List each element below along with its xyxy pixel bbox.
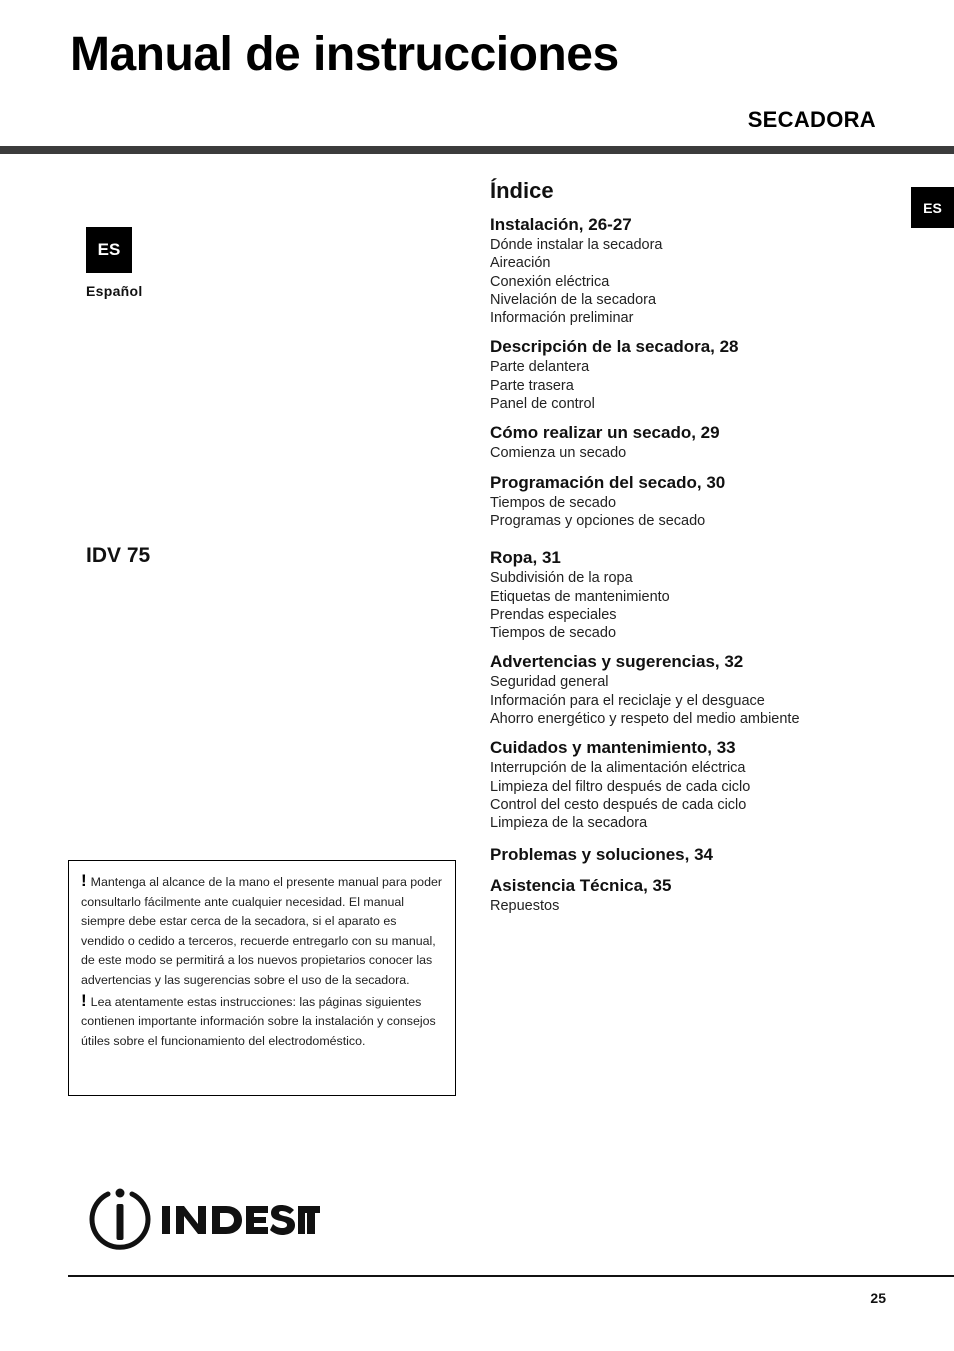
toc-section-title: Asistencia Técnica, 35 [490, 875, 672, 895]
toc-entry: Subdivisión de la ropa [490, 570, 633, 587]
footer-divider [68, 1275, 954, 1277]
toc-section [490, 651, 890, 728]
language-badge: ES [86, 227, 132, 273]
notice-paragraph [81, 991, 443, 1052]
toc-entry: Seguridad general [490, 674, 609, 691]
toc-entry: Programas y opciones de secado [490, 512, 706, 529]
toc-entry: Aireación [490, 255, 551, 272]
toc-section [490, 472, 890, 531]
notice-paragraph [81, 871, 443, 991]
toc-section-title: Problemas y soluciones, 34 [490, 844, 713, 864]
toc-entry: Dónde instalar la secadora [490, 237, 663, 253]
notice-box [68, 860, 456, 1096]
toc-entry: Comienza un secado [490, 445, 627, 462]
toc-entry: Tiempos de secado [490, 494, 617, 511]
toc-entry: Ahorro energético y respeto del medio ambiente [490, 711, 800, 728]
toc-section-title: Cuidados y mantenimiento, 33 [490, 738, 736, 758]
toc-entry: Etiquetas de mantenimiento [490, 588, 670, 605]
toc-entry: Repuestos [490, 897, 560, 914]
toc-entry: Información preliminar [490, 310, 634, 327]
toc-section [490, 336, 890, 413]
toc-section-list [490, 214, 890, 915]
model-number: IDV 75 [86, 544, 151, 567]
toc-entry: Parte trasera [490, 377, 574, 394]
notice-text: Lea atentamente estas instrucciones: las páginas siguientes contienen importante información sobre la instalación y consejos útiles sobre el funcionamiento del electrodoméstico. [81, 994, 436, 1048]
table-of-contents [490, 176, 890, 924]
toc-section [490, 214, 890, 327]
toc-entry: Parte delantera [490, 359, 590, 376]
toc-heading: Índice [490, 178, 554, 203]
product-type-heading: SECADORA [747, 107, 876, 132]
language-side-tab: ES [911, 187, 954, 228]
toc-section-title: Programación del secado, 30 [490, 472, 726, 492]
toc-entry: Nivelación de la secadora [490, 291, 657, 308]
exclamation-icon: ! [81, 990, 87, 1010]
toc-section-title: Ropa, 31 [490, 548, 561, 568]
header-divider [0, 146, 954, 154]
notice-text: Mantenga al alcance de la mano el presente manual para poder consultarlo fácilmente ante cualquier necesidad. El manual siempre debe estar cerca de la secadora, si el aparato es vendido o cedido a terceros, recuerde entregarlo con su manual, de este modo se permitirá a los nuevos propietarios conocer las advertencias y las sugerencias sobre el uso de la secadora. [81, 875, 442, 987]
toc-section-title: Advertencias y sugerencias, 32 [490, 652, 744, 672]
toc-section [490, 547, 890, 642]
toc-section [490, 875, 890, 915]
toc-section-title: Cómo realizar un secado, 29 [490, 423, 720, 443]
indesit-logo [88, 1186, 320, 1250]
toc-entry: Interrupción de la alimentación eléctrica [490, 760, 746, 777]
toc-entry: Limpieza del filtro después de cada ciclo [490, 778, 751, 795]
page-number: 25 [870, 1290, 886, 1306]
toc-entry: Prendas especiales [490, 606, 617, 623]
toc-entry: Tiempos de secado [490, 625, 617, 642]
toc-entry: Panel de control [490, 396, 595, 413]
toc-section-title: Descripción de la secadora, 28 [490, 337, 739, 357]
toc-section [490, 737, 890, 832]
language-name: Español [86, 283, 143, 299]
toc-entry: Limpieza de la secadora [490, 815, 648, 832]
toc-entry: Control del cesto después de cada ciclo [490, 796, 747, 813]
toc-section-title: Instalación, 26-27 [490, 215, 632, 234]
toc-section [490, 422, 890, 462]
exclamation-icon: ! [81, 871, 87, 890]
toc-entry: Información para el reciclaje y el desguace [490, 692, 765, 709]
page-title: Manual de instrucciones [70, 28, 619, 81]
toc-section [490, 844, 890, 866]
toc-entry: Conexión eléctrica [490, 273, 610, 290]
